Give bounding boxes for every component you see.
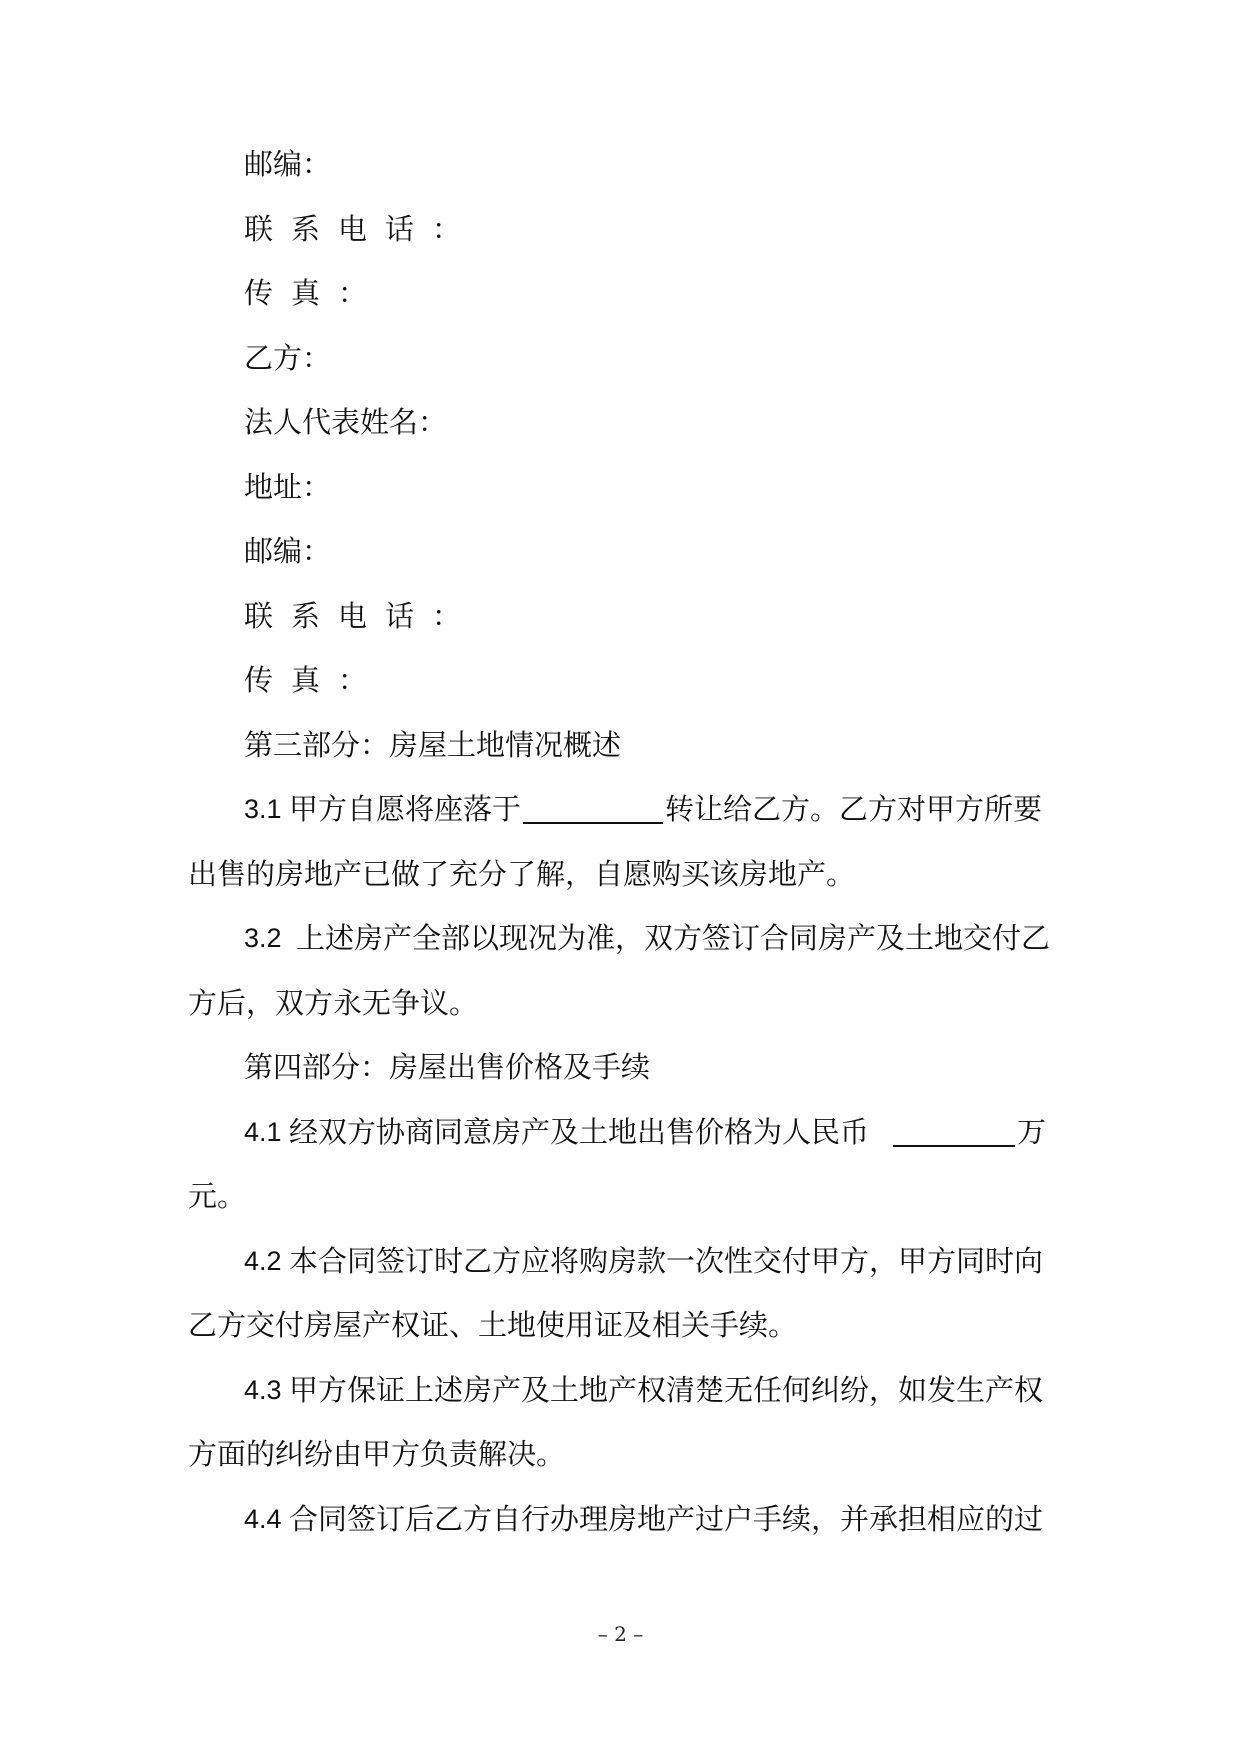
party-b-fax-line: [0, 658, 1241, 702]
clause-text: 甲方自愿将座落于: [289, 792, 522, 826]
clause-number: 4.1: [244, 1117, 282, 1147]
location-blank: [523, 792, 663, 824]
party-b-line: [0, 336, 1241, 380]
clause-number: 3.1: [244, 794, 282, 824]
clause-text: 方面的纠纷由甲方负责解决。: [188, 1437, 566, 1471]
clause-number: 3.2: [244, 923, 282, 953]
clause-4-3-line-2: [0, 1432, 1241, 1476]
clause-text: 上述房产全部以现况为准，双方签订合同房产及土地交付乙: [296, 921, 1051, 955]
clause-number: 4.4: [244, 1504, 282, 1534]
party-b-address-line: [0, 465, 1241, 509]
clause-4-3-line-1: [0, 1368, 1241, 1412]
clause-3-2-line-1: [0, 916, 1241, 960]
clause-3-2-line-2: [0, 981, 1241, 1025]
clause-text: 出售的房地产已做了充分了解，自愿购买该房地产。: [188, 857, 856, 891]
clause-number: 4.3: [244, 1375, 282, 1405]
section-3-heading: [0, 723, 1241, 767]
party-a-phone-line: [0, 207, 1241, 251]
clause-text: 乙方交付房屋产权证、土地使用证及相关手续。: [188, 1308, 798, 1342]
page-number: – 2 –: [597, 1622, 644, 1646]
party-a-postcode-line: [0, 142, 1241, 186]
legal-rep-label: 法人代表姓名：: [244, 405, 448, 439]
clause-4-2-line-2: [0, 1303, 1241, 1347]
clause-3-1-line-1: [0, 787, 1241, 831]
clause-3-1-line-2: [0, 852, 1241, 896]
party-b-legal-rep-line: [0, 400, 1241, 444]
clause-text: 方后，双方永无争议。: [188, 986, 479, 1020]
postcode-label: 邮编：: [244, 147, 332, 181]
clause-text: 合同签订后乙方自行办理房地产过户手续，并承担相应的过: [289, 1502, 1044, 1536]
clause-text: 甲方保证上述房产及土地产权清楚无任何纠纷，如发生产权: [289, 1373, 1044, 1407]
fax-label: 传真：: [244, 663, 386, 697]
clause-text: 经双方协商同意房产及土地出售价格为人民币: [289, 1115, 870, 1149]
clause-4-4-line-1: [0, 1497, 1241, 1541]
clause-number: 4.2: [244, 1246, 282, 1276]
clause-text: 本合同签订时乙方应将购房款一次性交付甲方，甲方同时向: [289, 1244, 1044, 1278]
clause-text: 元。: [188, 1179, 247, 1213]
postcode-label: 邮编：: [244, 534, 332, 568]
section-4-heading-text: 第四部分：房屋出售价格及手续: [244, 1050, 651, 1084]
clause-4-1-line-1: [0, 1110, 1241, 1154]
fax-label: 传真：: [244, 276, 386, 310]
phone-label: 联系电话：: [244, 599, 480, 633]
party-b-label: 乙方：: [244, 341, 332, 375]
section-3-heading-text: 第三部分：房屋土地情况概述: [244, 728, 622, 762]
address-label: 地址：: [244, 470, 332, 504]
party-b-phone-line: [0, 594, 1241, 638]
party-a-fax-line: [0, 271, 1241, 315]
party-b-postcode-line: [0, 529, 1241, 573]
price-blank: [893, 1115, 1015, 1147]
clause-4-2-line-1: [0, 1239, 1241, 1283]
clause-4-1-line-2: [0, 1174, 1241, 1218]
clause-text: 万: [1017, 1115, 1047, 1149]
section-4-heading: [0, 1045, 1241, 1089]
phone-label: 联系电话：: [244, 212, 480, 246]
clause-text: 转让给乙方。乙方对甲方所要: [665, 792, 1043, 826]
